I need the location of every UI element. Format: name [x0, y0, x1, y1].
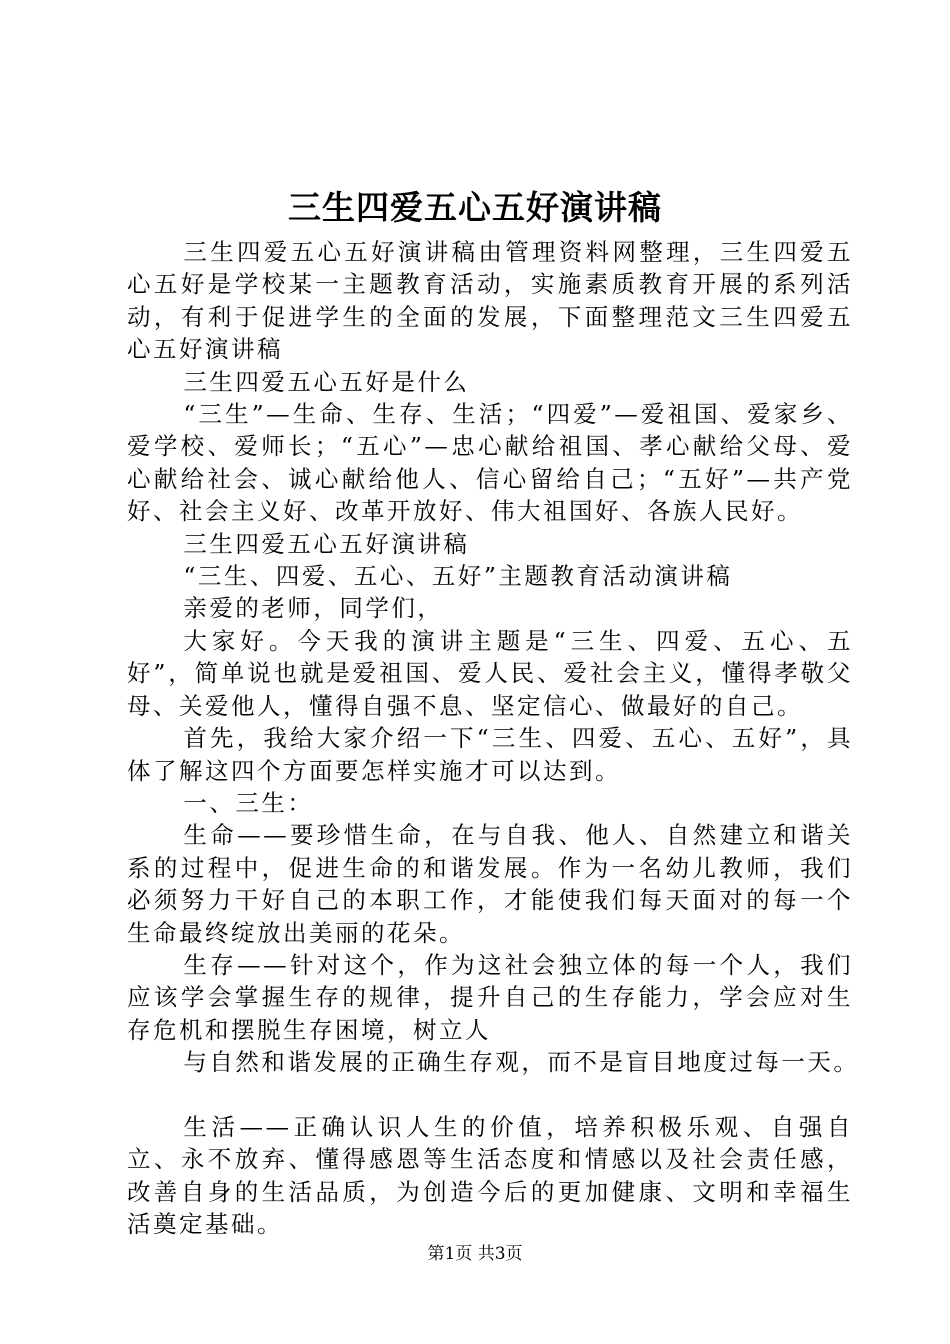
section-heading-sansheng: 一、三生：	[183, 788, 314, 817]
blank-line	[127, 1079, 853, 1111]
greeting: 亲爱的老师，同学们，	[183, 594, 444, 623]
paragraph-survival: 生存——针对这个，作为这社会独立体的每一个人，我们应该学会掌握生存的规律，提升自己的生存能力，学会应对生存危机和摆脱生存困境，树立人	[127, 950, 853, 1044]
speech-opening-paragraph: 大家好。今天我的演讲主题是“三生、四爱、五心、五好”，简单说也就是爱祖国、爱人民、爱社会主义，懂得孝敬父母、关爱他人，懂得自强不息、坚定信心、做最好的自己。	[127, 626, 853, 720]
paragraph-survival-continued: 与自然和谐发展的正确生存观，而不是盲目地度过每一天。	[183, 1048, 860, 1077]
paragraph-life: 生命——要珍惜生命，在与自我、他人、自然建立和谐关系的过程中，促进生命的和谐发展。作为一名幼儿教师，我们必须努力干好自己的本职工作，才能使我们每天面对的每一个生命最终绽放出美丽的花朵。	[127, 821, 853, 947]
document-title: 三生四爱五心五好演讲稿	[288, 188, 662, 227]
introduction-paragraph: 首先，我给大家介绍一下“三生、四爱、五心、五好”，具体了解这四个方面要怎样实施才可以达到。	[127, 724, 853, 785]
definition-paragraph: “三生”—生命、生存、生活；“四爱”—爱祖国、爱家乡、爱学校、爱师长；“五心”—忠心献给祖国、孝心献给父母、爱心献给社会、诚心献给他人、信心留给自己；“五好”—共产党好、社会主义好、改革开放好、伟大祖国好、各族人民好。	[127, 400, 853, 526]
section-heading-speech: 三生四爱五心五好演讲稿	[183, 529, 470, 558]
intro-paragraph: 三生四爱五心五好演讲稿由管理资料网整理，三生四爱五心五好是学校某一主题教育活动，实施素质教育开展的系列活动，有利于促进学生的全面的发展，下面整理范文三生四爱五心五好演讲稿	[127, 238, 853, 364]
section-heading-what: 三生四爱五心五好是什么	[183, 367, 470, 396]
paragraph-living: 生活——正确认识人生的价值，培养积极乐观、自强自立、永不放弃、懂得感恩等生活态度和情感以及社会责任感，改善自身的生活品质，为创造今后的更加健康、文明和幸福生活奠定基础。	[127, 1112, 853, 1239]
speech-title: “三生、四爱、五心、五好”主题教育活动演讲稿	[183, 562, 733, 591]
page-number-footer: 第1页 共3页	[427, 1244, 523, 1264]
document-body	[127, 236, 860, 1241]
